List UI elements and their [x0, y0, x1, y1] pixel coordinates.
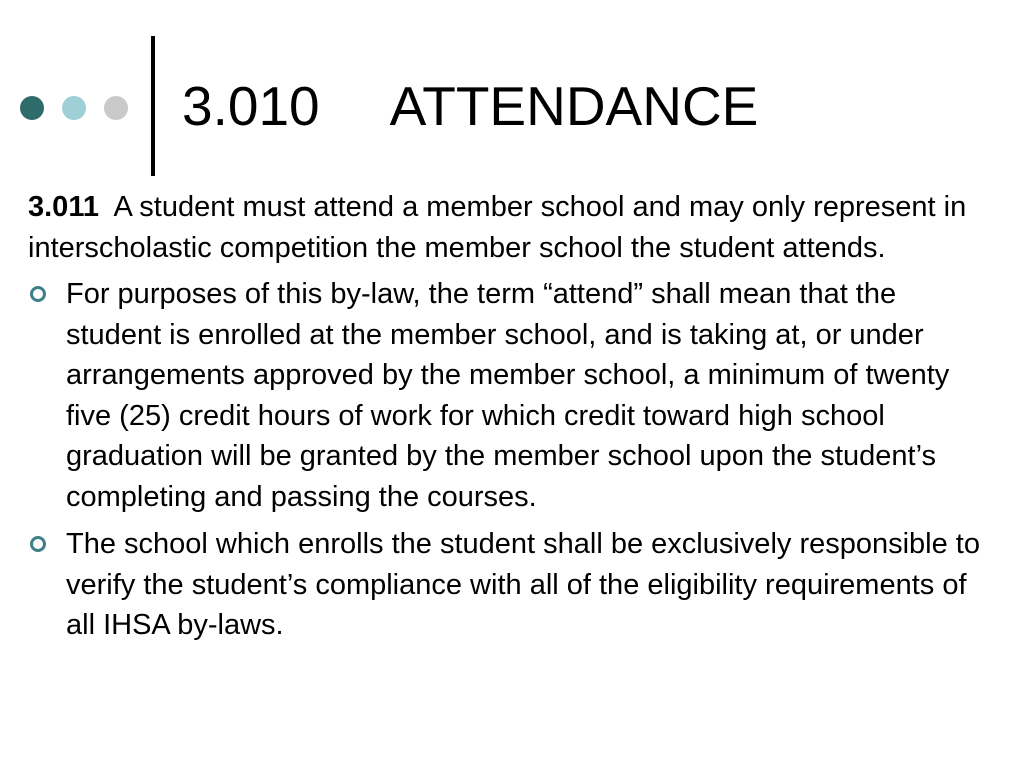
bullet-item-attend-definition	[28, 274, 998, 517]
bullet-list	[28, 274, 998, 646]
bullet-text: The school which enrolls the student shall be exclusively responsible to verify the student’s compliance with all of the eligibility requirements of all IHSA by-laws.	[66, 528, 980, 641]
bullet-item-school-responsibility	[28, 524, 998, 646]
bylaw-text: A student must attend a member school and may only represent in interscholastic competition the member school the student attends.	[28, 191, 967, 264]
bylaw-number: 3.011	[28, 191, 99, 223]
slide-content	[28, 187, 998, 653]
bylaw-paragraph	[28, 187, 998, 268]
title-text: ATTENDANCE	[389, 75, 759, 137]
gray-dot-icon	[104, 96, 128, 120]
slide-title	[182, 74, 758, 138]
title-divider	[151, 36, 155, 176]
decorative-dots	[20, 96, 132, 122]
title-number: 3.010	[182, 75, 320, 137]
dark-teal-dot-icon	[20, 96, 44, 120]
light-teal-dot-icon	[62, 96, 86, 120]
bullet-text: For purposes of this by-law, the term “attend” shall mean that the student is enrolled at the member school, and is taking at, or under arrangements approved by the member school, a minimum of twenty five (25) credit hours of work for which credit toward high school graduation will be granted by the member school upon the student’s completing and passing the courses.	[66, 278, 950, 513]
ring-bullet-icon	[30, 286, 46, 302]
ring-bullet-icon	[30, 536, 46, 552]
